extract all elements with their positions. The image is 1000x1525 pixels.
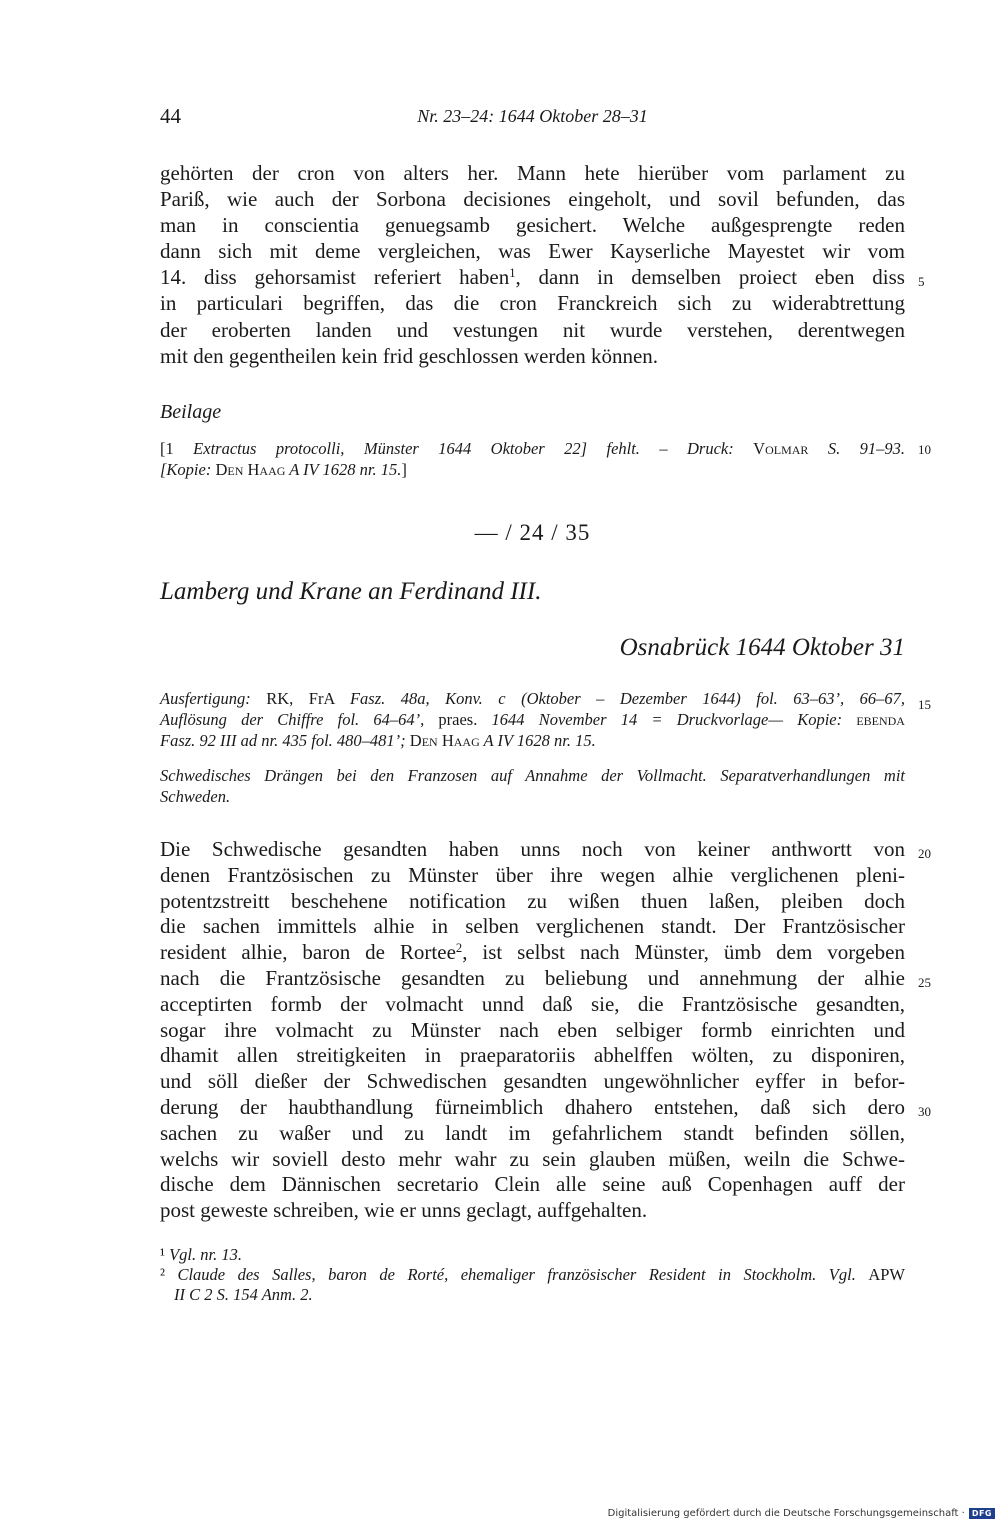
footnote-mark: 1 (509, 266, 516, 281)
running-title: Nr. 23–24: 1644 Oktober 28–31 (417, 106, 648, 126)
footnote-2: ² Claude des Salles, baron de Rorté, ehemaliger französischer Resident in Stockholm. Vgl. APW (160, 1265, 905, 1284)
text-line: denen Frantzösischen zu Münster über ihre wegen alhie verglichenen pleni- (160, 862, 905, 887)
text-line: welchs wir soviell desto mehr wahr zu sein glauben müßen, weiln die Schwe- (160, 1146, 905, 1171)
text-line: die sachen immittels alhie in selben verglichenen standt. Der Frantzösischer (160, 914, 905, 939)
text-line: und söll dießer der Schwedischen gesandten ungewöhnlicher eyffer in befor- (160, 1069, 905, 1094)
text-line: 14. diss gehorsamist referiert haben$^1$, dann in demselben proiect eben diss (160, 265, 905, 290)
footnote-1: ¹ Vgl. nr. 13. (160, 1245, 242, 1264)
footnote-mark: 2 (455, 941, 463, 956)
text-line: resident alhie, baron de Rortee$^2$, ist selbst nach Münster, ümb dem vorgeben (160, 940, 905, 965)
margin-line-number: 20 (918, 846, 931, 861)
text-line: Auflösung der Chiffre fol. 64–64’, praes. 1644 November 14 = Druckvorlage— Kopie: ebenda (160, 710, 905, 729)
running-header (160, 104, 905, 132)
text-line: Die Schwedische gesandten haben unns noch von keiner anthwortt von (160, 837, 905, 861)
text-line: Schwedisches Drängen bei den Franzosen auf Annahme der Vollmacht. Separatverhandlungen mit (160, 766, 905, 785)
text-line: Ausfertigung: RK, FrA Fasz. 48a, Konv. c (Oktober – Dezember 1644) fol. 63–63’, 66–67, (160, 689, 905, 708)
footer-text: Digitalisierung gefördert durch die Deutsche Forschungsgemeinschaft · (607, 1508, 965, 1519)
margin-line-number: 25 (918, 975, 931, 990)
margin-line-number: 10 (918, 442, 931, 457)
margin-line-number: 30 (918, 1104, 931, 1119)
margin-line-number: 15 (918, 697, 931, 712)
top-paragraph (160, 160, 905, 369)
main-text (160, 837, 905, 1224)
text-line: gehörten der cron von alters her. Mann hete hierüber vom parlament zu (160, 161, 905, 185)
text-line: [Kopie: Den Haag A IV 1628 nr. 15.] (160, 460, 407, 479)
document-heading: Lamberg und Krane an Ferdinand III. (160, 578, 542, 605)
summary (160, 765, 905, 807)
text-line: dhamit allen streitigkeiten in praeparatoriis abhelffen wölten, zu disponiren, (160, 1043, 905, 1068)
text-line: sogar ihre volmacht zu Münster nach eben selbiger formb einrichten und (160, 1017, 905, 1042)
text-line: Fasz. 92 III ad nr. 435 fol. 480–481’; Den Haag A IV 1628 nr. 15. (160, 731, 596, 750)
document-number: — / 24 / 35 (474, 520, 591, 545)
margin-line-number: 5 (918, 274, 925, 289)
place-date: Osnabrück 1644 Oktober 31 (619, 634, 905, 661)
text-line: [1 Extractus protocolli, Münster 1644 Oktober 22] fehlt. – Druck: Volmar S. 91–93. (160, 439, 906, 458)
text-line: in particulari begriffen, das die cron Franckreich sich zu widerabtrettung (160, 291, 905, 316)
footnotes (160, 1245, 905, 1305)
text-line: dische dem Dännischen secretario Clein alle seine auß Copenhagen auff der (160, 1172, 905, 1197)
text-line: mit den gegentheilen kein frid geschlossen werden können. (160, 343, 659, 368)
text-line: der eroberten landen und vestungen nit wurde verstehen, derentwegen (160, 317, 905, 342)
text-line: derung der haubthandlung fürneimblich dhahero entstehen, daß sich dero (160, 1094, 905, 1119)
beilage-heading: Beilage (160, 401, 222, 423)
text-line: man in conscientia genuegsamb gesichert. Welche außgesprengte reden (160, 213, 905, 238)
page-number: 44 (160, 104, 181, 128)
text-line: acceptirten formb der volmacht unnd daß sie, die Frantzösische gesandten, (160, 991, 905, 1016)
text-line: Pariß, wie auch der Sorbona decisiones eingeholt, und sovil befunden, das (160, 187, 905, 212)
text-line: Schweden. (160, 787, 231, 806)
dfg-logo: DFG (969, 1508, 995, 1519)
beilage-entry (160, 438, 905, 480)
footnote-2-continued: II C 2 S. 154 Anm. 2. (174, 1285, 313, 1304)
source-note (160, 688, 905, 751)
text-line: dann sich mit deme vergleichen, was Ewer Kayserliche Mayestet wir vom (160, 239, 905, 264)
digitization-footer (608, 1508, 995, 1519)
text-line: sachen zu waßer und zu landt im gefahrlichem standt befinden söllen, (160, 1120, 905, 1145)
text-line: post geweste schreiben, wie er unns geclagt, auffgehalten. (160, 1198, 648, 1223)
text-line: nach die Frantzösische gesandten zu beliebung und annehmung der alhie (160, 965, 905, 990)
text-line: potentzstreitt beschehene notification zu wißen thuen laßen, pleiben doch (160, 888, 905, 913)
